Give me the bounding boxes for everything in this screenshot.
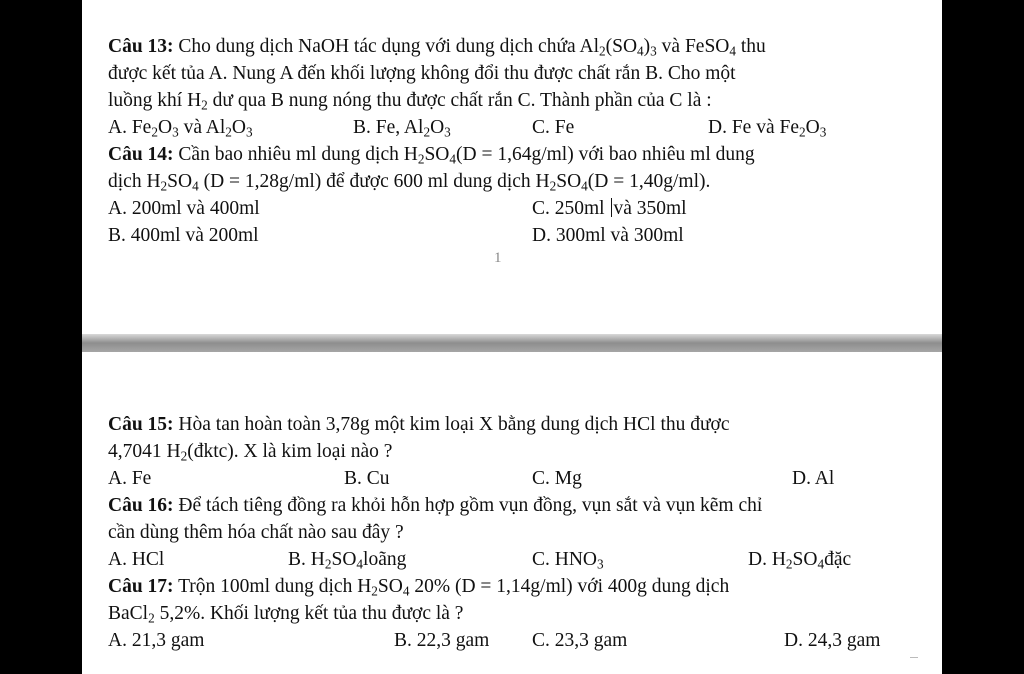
subscript: 4 [356,556,364,572]
page-2-content [108,411,908,654]
q13-line-1 [108,33,908,60]
q13-text-1: Cho dung dịch NaOH tác dụng với dung dịch chứa $Al_2(SO_4)_3$ và FeSO$_4$ thu [173,36,766,59]
page-1 [82,0,942,334]
subscript: 3 [650,43,657,59]
q15-option-b: B. Cu [344,468,390,489]
q17-options [108,627,908,654]
q14-options-row-2 [108,222,908,249]
q16-option-d: D. $H_2SO_4đặc$ [748,549,852,572]
subscript: 3 [172,124,179,140]
subscript: 3 [597,556,604,572]
q15-option-a: A. Fe [108,468,152,489]
subscript: 4 [729,43,737,59]
q13-option-a: A. $Fe_2O_3$ và $Al_2O_3$ [108,117,253,140]
subscript: 2 [371,583,378,599]
q17-option-c: C. 23,3 gam [532,630,628,651]
q16-line-1 [108,492,908,519]
subscript: 2 [160,178,168,194]
document-viewer[interactable] [82,0,942,674]
q16-label: Câu 16: [108,495,174,516]
page-break [82,334,942,352]
subscript: 2 [417,151,425,167]
subscript: 2 [201,97,208,113]
q17-line-2: BaCl$_2$ 5,2%. Khối lượng kết tủa thu được là ? [108,603,464,626]
subscript: 2 [599,43,606,59]
q14-option-c-end: và 350ml [613,198,687,219]
q15-option-c: C. Mg [532,468,582,489]
q14-options-row-1 [108,195,908,222]
subscript: 4 [402,583,410,599]
q17-option-a: A. 21,3 gam [108,630,205,651]
q13-option-c: C. Fe [532,117,575,138]
q14-option-b: B. 400ml và 200ml [108,225,259,246]
q14-line-2: dịch $H_2SO_4$ (D = 1,28g/ml) để được 600 ml dung dịch $H_2SO_4(D = 1,40g/ml)$. [108,171,711,194]
q14-label: Câu 14: [108,144,174,165]
page-2 [82,352,942,674]
q14-option-a: A. 200ml và 400ml [108,198,260,219]
q14-option-c [532,195,687,222]
subscript: 2 [549,178,557,194]
page-number: 1 [494,250,502,266]
subscript: 4 [449,151,456,167]
subscript: 4 [192,178,199,194]
q13-line-2: được kết tủa A. Nung A đến khối lượng không đổi thu được chất rắn B. Cho một [108,63,736,84]
subscript: 2 [151,124,158,140]
subscript: 3 [819,124,827,140]
q15-options [108,465,908,492]
subscript: 3 [444,124,451,140]
q15-line-1 [108,411,908,438]
corner-dash [910,657,918,658]
subscript: 2 [180,448,188,464]
q17-option-b: B. 22,3 gam [394,630,490,651]
q16-option-a: A. HCl [108,549,165,570]
q17-text-1: Trộn 100ml dung dịch $H_2SO_4$ 20% (D = 1,14g/ml) với 400g dung dịch [173,576,730,599]
q13-option-d: D. Fe và $Fe_2O_3$ [708,117,827,140]
subscript: 4 [817,556,825,572]
q15-option-d: D. Al [792,468,835,489]
q15-text-1: Hòa tan hoàn toàn 3,78g một kim loại X bằng dung dịch HCl thu được [173,414,730,435]
q16-option-b: B. $H_2SO_4loãng$ [288,549,407,572]
subscript: 2 [785,556,793,572]
subscript: 2 [423,124,431,140]
q14-line-1 [108,141,908,168]
q15-line-2: 4,7041 $H_2(đktc)$. X là kim loại nào ? [108,441,393,464]
subscript: 4 [581,178,588,194]
q17-line-1 [108,573,908,600]
q13-option-b: B. Fe, $Al_2O_3$ [353,117,451,140]
q13-label: Câu 13: [108,36,174,57]
subscript: 2 [225,124,232,140]
subscript: 3 [246,124,253,140]
q17-label: Câu 17: [108,576,174,597]
q13-options [108,114,908,141]
q16-option-c: C. $HNO_3$ [532,549,604,572]
q16-line-2: cần dùng thêm hóa chất nào sau đây ? [108,522,404,543]
subscript: 4 [637,43,644,59]
subscript: 2 [324,556,332,572]
page-1-content [108,33,908,249]
q14-option-c-start: C. 250ml [532,198,610,219]
q13-line-3: luồng khí $H_2$ dư qua B nung nóng thu được chất rắn C. Thành phần của C là : [108,90,712,113]
subscript: 2 [148,610,155,626]
q16-options [108,546,908,573]
subscript: 2 [799,124,806,140]
q16-text-1: Để tách tiêng đồng ra khỏi hỗn hợp gồm vụn đồng, vụn sắt và vụn kẽm chỉ [173,495,763,516]
q14-text-1: Cần bao nhiêu ml dung dịch $H_2SO_4(D = 1,64g/ml)$ với bao nhiêu ml dung [173,144,755,167]
q17-option-d: D. 24,3 gam [784,630,881,651]
q14-option-d: D. 300ml và 300ml [532,225,684,246]
q15-label: Câu 15: [108,414,174,435]
